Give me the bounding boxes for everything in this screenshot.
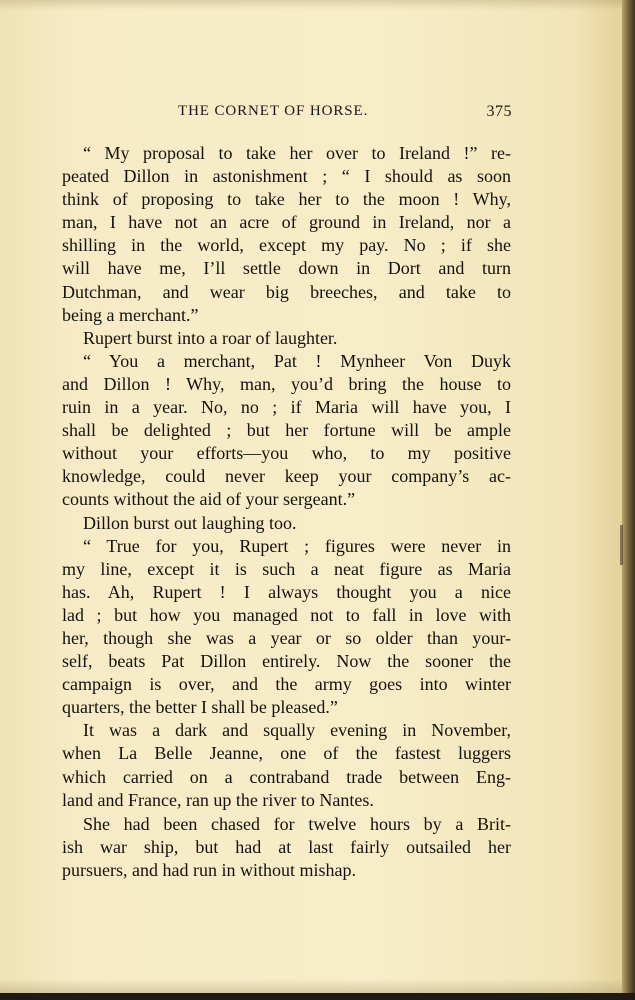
text-line: man, I have not an acre of ground in Ireland, nor a — [62, 212, 511, 233]
text-line: and Dillon ! Why, man, you’d bring the house to — [62, 373, 511, 394]
text-line: being a merchant.” — [62, 304, 199, 325]
text-line: quarters, the better I shall be pleased.” — [62, 697, 338, 718]
text-line: without your efforts—you who, to my positive — [62, 443, 511, 464]
text-line: campaign is over, and the army goes into winter — [62, 674, 511, 695]
text-line: counts without the aid of your sergeant.” — [62, 489, 356, 510]
page-number: 375 — [486, 103, 512, 120]
text-line: which carried on a contraband trade between Eng- — [62, 766, 511, 787]
text-line: “ True for you, Rupert ; figures were never in — [83, 535, 511, 556]
page-edge — [622, 0, 635, 1000]
text-line: has. Ah, Rupert ! I always thought you a nice — [62, 581, 511, 602]
text-line: will have me, I’ll settle down in Dort and turn — [62, 258, 511, 279]
text-line: She had been chased for twelve hours by a Brit- — [83, 814, 511, 835]
text-line: Dutchman, and wear big breeches, and take to — [62, 281, 511, 302]
text-line: pursuers, and had run in without mishap. — [62, 860, 356, 881]
text-line: self, beats Pat Dillon entirely. Now the sooner the — [62, 651, 511, 672]
text-line: shall be delighted ; but her fortune will be ample — [62, 420, 511, 441]
text-line: “ My proposal to take her over to Ireland !” re- — [83, 143, 511, 163]
body-text — [62, 142, 511, 883]
text-line: peated Dillon in astonishment ; “ I should as soon — [62, 166, 511, 187]
text-line: land and France, ran up the river to Nantes. — [62, 789, 374, 810]
text-line: shilling in the world, except my pay. No ; if she — [62, 235, 511, 256]
text-line: It was a dark and squally evening in November, — [83, 720, 511, 741]
text-line: lad ; but how you managed not to fall in love with — [62, 604, 511, 625]
text-line: her, though she was a year or so older than your- — [62, 627, 511, 648]
margin-mark — [620, 525, 623, 565]
page-header — [82, 103, 512, 125]
running-head: THE CORNET OF HORSE. — [178, 103, 369, 119]
text-line: Dillon burst out laughing too. — [83, 512, 297, 533]
text-line: Rupert burst into a roar of laughter. — [83, 327, 338, 348]
page-bottom-edge — [0, 993, 635, 1000]
text-line: ish war ship, but had at last fairly outsailed her — [62, 837, 511, 858]
text-line: think of proposing to take her to the moon ! Why, — [62, 189, 511, 210]
text-line: my line, except it is such a neat figure as Maria — [62, 558, 511, 579]
text-line: when La Belle Jeanne, one of the fastest luggers — [62, 743, 511, 764]
text-line: ruin in a year. No, no ; if Maria will have you, I — [62, 397, 511, 418]
text-line: “ You a merchant, Pat ! Mynheer Von Duyk — [83, 350, 511, 371]
text-line: knowledge, could never keep your company’s ac- — [62, 466, 511, 487]
